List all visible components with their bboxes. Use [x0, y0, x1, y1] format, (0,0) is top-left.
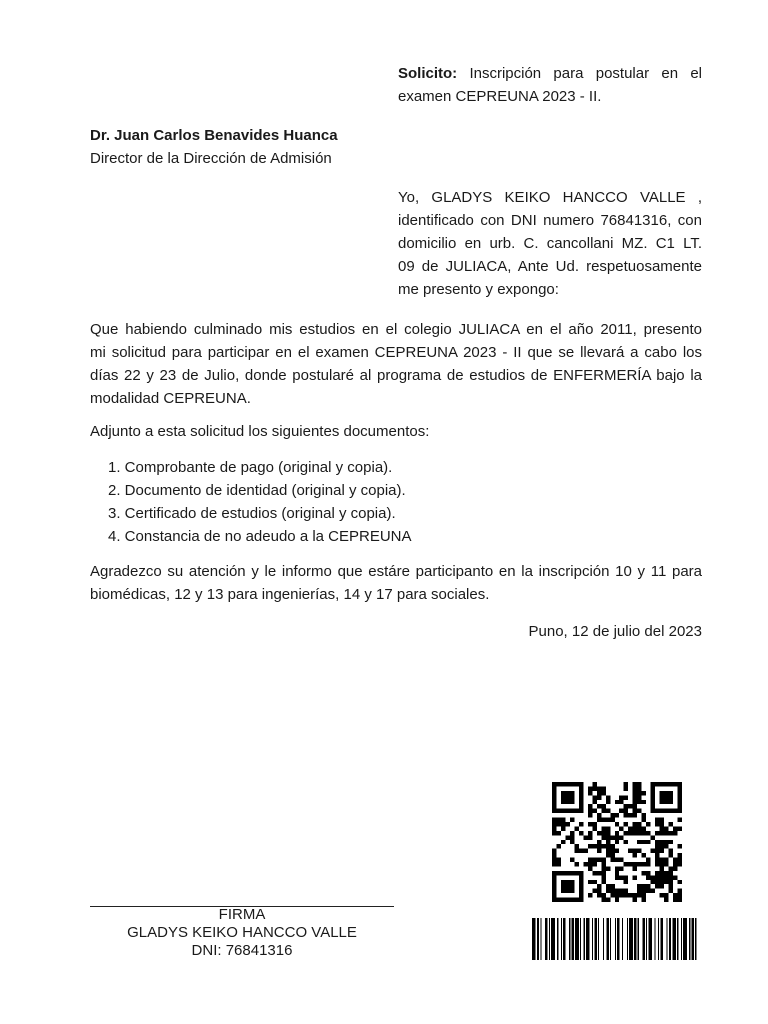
intro-line: identificado con DNI numero 76841316, con: [398, 212, 702, 229]
signature-label: FIRMA: [218, 906, 266, 923]
signature-block: [90, 906, 394, 960]
paragraph-line: Que habiendo culminado mis estudios en el colegio JULIACA en el año 2011, presento: [90, 321, 702, 338]
paragraph-line: modalidad CEPREUNA.: [90, 390, 251, 407]
date-place: Puno, 12 de julio del 2023: [528, 623, 702, 640]
signature-name: GLADYS KEIKO HANCCO VALLE: [127, 924, 357, 941]
request-paragraph: [90, 318, 702, 410]
recipient-name: Dr. Juan Carlos Benavides Huanca: [90, 127, 338, 144]
document-item: 2. Documento de identidad (original y copia).: [108, 482, 406, 499]
applicant-intro: [398, 186, 702, 301]
thanks-paragraph: [90, 560, 702, 606]
recipient-title: Director de la Dirección de Admisión: [90, 150, 332, 167]
subject-label: Solicito:: [398, 65, 458, 82]
intro-line: 09 de JULIACA, Ante Ud. respetuosamente: [398, 258, 702, 275]
subject-line-2: examen CEPREUNA 2023 - II.: [398, 88, 602, 105]
qr-code-icon: [552, 782, 682, 902]
subject-block: [398, 62, 702, 108]
intro-line: me presento y expongo:: [398, 281, 559, 298]
paragraph-line: Agradezco su atención y le informo que estáre participanto en la inscripción 10 y 11 para: [90, 563, 702, 580]
paragraph-line: biomédicas, 12 y 13 para ingenierías, 14 y 17 para sociales.: [90, 586, 490, 603]
document-item: 4. Constancia de no adeudo a la CEPREUNA: [108, 528, 412, 545]
subject-line-1: [398, 62, 702, 85]
signature-dni: DNI: 76841316: [191, 942, 293, 959]
subject-text: Inscripción para postular en el: [457, 65, 702, 82]
paragraph-line: mi solicitud para participar en el examen CEPREUNA 2023 - II que se llevará a cabo los: [90, 344, 702, 361]
barcode-icon: [532, 918, 700, 960]
intro-line: Yo, GLADYS KEIKO HANCCO VALLE ,: [398, 189, 702, 206]
document-item: 3. Certificado de estudios (original y copia).: [108, 505, 396, 522]
intro-line: domicilio en urb. C. cancollani MZ. C1 LT.: [398, 235, 702, 252]
document-item: 1. Comprobante de pago (original y copia).: [108, 459, 393, 476]
attachments-intro: Adjunto a esta solicitud los siguientes documentos:: [90, 423, 430, 440]
documents-list: [108, 456, 412, 548]
paragraph-line: días 22 y 23 de Julio, donde postularé al programa de estudios de ENFERMERÍA bajo la: [90, 367, 702, 384]
